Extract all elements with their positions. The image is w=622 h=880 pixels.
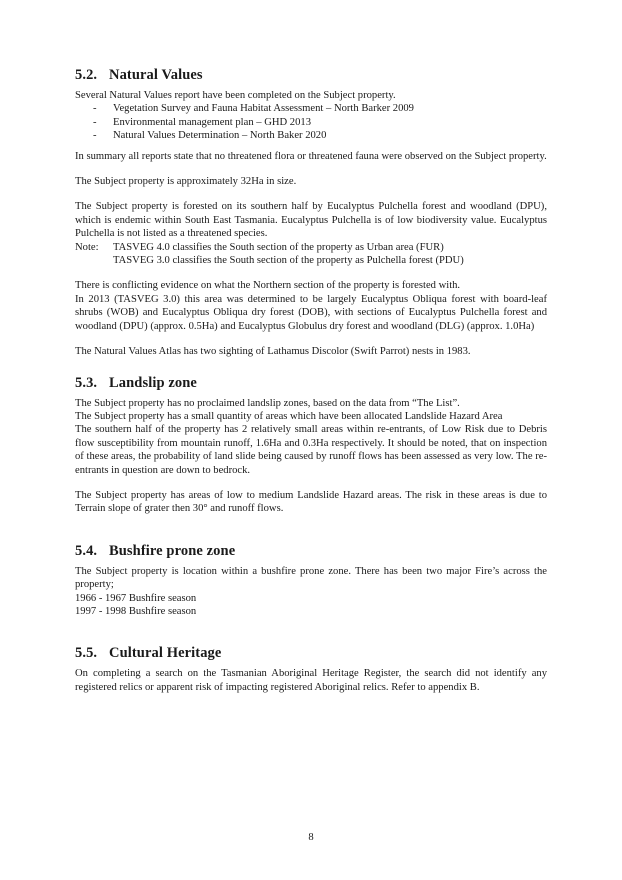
note-row bbox=[75, 254, 547, 267]
page-number: 8 bbox=[308, 832, 314, 843]
list-item: - Environmental management plan – GHD 2013 bbox=[93, 116, 311, 128]
summary-paragraph: In summary all reports state that no threatened flora or threatened fauna were observed on the Subject property. bbox=[75, 150, 547, 162]
section-title: Bushfire prone zone bbox=[109, 542, 236, 559]
reports-list bbox=[75, 102, 547, 142]
note-row bbox=[75, 241, 547, 254]
section-heading-natural-values bbox=[75, 66, 547, 84]
landslip-paragraph-2: The Subject property has areas of low to medium Landslide Hazard areas. The risk in these areas is due to Terrain slope of grater then 30° and runoff flows. bbox=[75, 489, 547, 515]
natural-values-intro: Several Natural Values report have been completed on the Subject property. bbox=[75, 90, 396, 101]
atlas-paragraph: The Natural Values Atlas has two sighting of Lathamus Discolor (Swift Parrot) nests in 1983. bbox=[75, 346, 471, 358]
forest-paragraph: The Subject property is forested on its southern half by Eucalyptus Pulchella forest and woodland (DPU), which is endemic within South East Tasmania. Eucalyptus Pulchella is of low biodiversity value. Eucalyptus Pulchella is not listed as a threatened species. bbox=[75, 201, 547, 240]
document-page bbox=[75, 66, 547, 694]
section-number: 5.5. bbox=[75, 645, 98, 662]
list-item-text: Environmental management plan – GHD 2013 bbox=[113, 116, 311, 128]
heritage-paragraph: On completing a search on the Tasmanian Aboriginal Heritage Register, the search did not identify any registered relics or apparent risk of impacting registered Aboriginal relics. Refer to appendix B. bbox=[75, 668, 547, 693]
northern-paragraph-1: There is conflicting evidence on what the Northern section of the property is forested with. bbox=[75, 280, 461, 292]
section-title: Natural Values bbox=[109, 67, 203, 83]
note-text: TASVEG 3.0 classifies the South section of the property as Pulchella forest (PDU) bbox=[113, 255, 464, 267]
northern-paragraph-2: In 2013 (TASVEG 3.0) this area was determined to be largely Eucalyptus Obliqua forest with board-leaf shrubs (WOB) and Eucalyptus Obliqua dry forest (DOB), with sections of Eucalyptus Pulchella forest and woodland (DPU) (approx. 0.5Ha) and Eucalyptus Globulus dry forest and woodland (DLG) (approx. 1.0Ha) bbox=[75, 293, 547, 332]
section-title: Landslip zone bbox=[109, 374, 197, 391]
list-item-text: Natural Values Determination – North Baker 2020 bbox=[113, 130, 327, 142]
bushfire-paragraph: The Subject property is location within a bushfire prone zone. There has been two major Fire’s across the property; bbox=[75, 565, 547, 591]
section-number: 5.3. bbox=[75, 374, 98, 391]
section-heading-landslip-zone bbox=[75, 374, 547, 392]
section-number: 5.2. bbox=[75, 67, 98, 83]
landslip-paragraph-1c: The southern half of the property has 2 relatively small areas within re-entrants, of Low Risk due to Debris flow susceptibility from mountain runoff, 1.6Ha and 0.3Ha respectively. It should be noted, that on inspection of these areas, the probability of land slide being caused by runoff flows has been assessed as very low. The re-entrants in question are down to bedrock. bbox=[75, 424, 547, 476]
landslip-paragraph-1b: The Subject property has a small quantity of areas which have been allocated Landslide Hazard Area bbox=[75, 410, 503, 422]
list-item: - Vegetation Survey and Fauna Habitat Assessment – North Barker 2009 bbox=[93, 103, 414, 115]
bushfire-season: 1966 - 1967 Bushfire season bbox=[75, 592, 197, 604]
section-number: 5.4. bbox=[75, 542, 98, 559]
section-title: Cultural Heritage bbox=[109, 645, 222, 662]
section-heading-cultural-heritage bbox=[75, 644, 547, 662]
note-label: Note: bbox=[75, 241, 99, 253]
note-text: TASVEG 4.0 classifies the South section of the property as Urban area (FUR) bbox=[113, 241, 444, 253]
section-heading-bushfire bbox=[75, 542, 547, 560]
bushfire-season: 1997 - 1998 Bushfire season bbox=[75, 605, 197, 617]
size-paragraph: The Subject property is approximately 32Ha in size. bbox=[75, 176, 297, 188]
landslip-paragraph-1a: The Subject property has no proclaimed landslip zones, based on the data from “The List”. bbox=[75, 397, 460, 409]
list-item: - Natural Values Determination – North Baker 2020 bbox=[93, 130, 327, 142]
list-item-text: Vegetation Survey and Fauna Habitat Assessment – North Barker 2009 bbox=[113, 103, 414, 115]
